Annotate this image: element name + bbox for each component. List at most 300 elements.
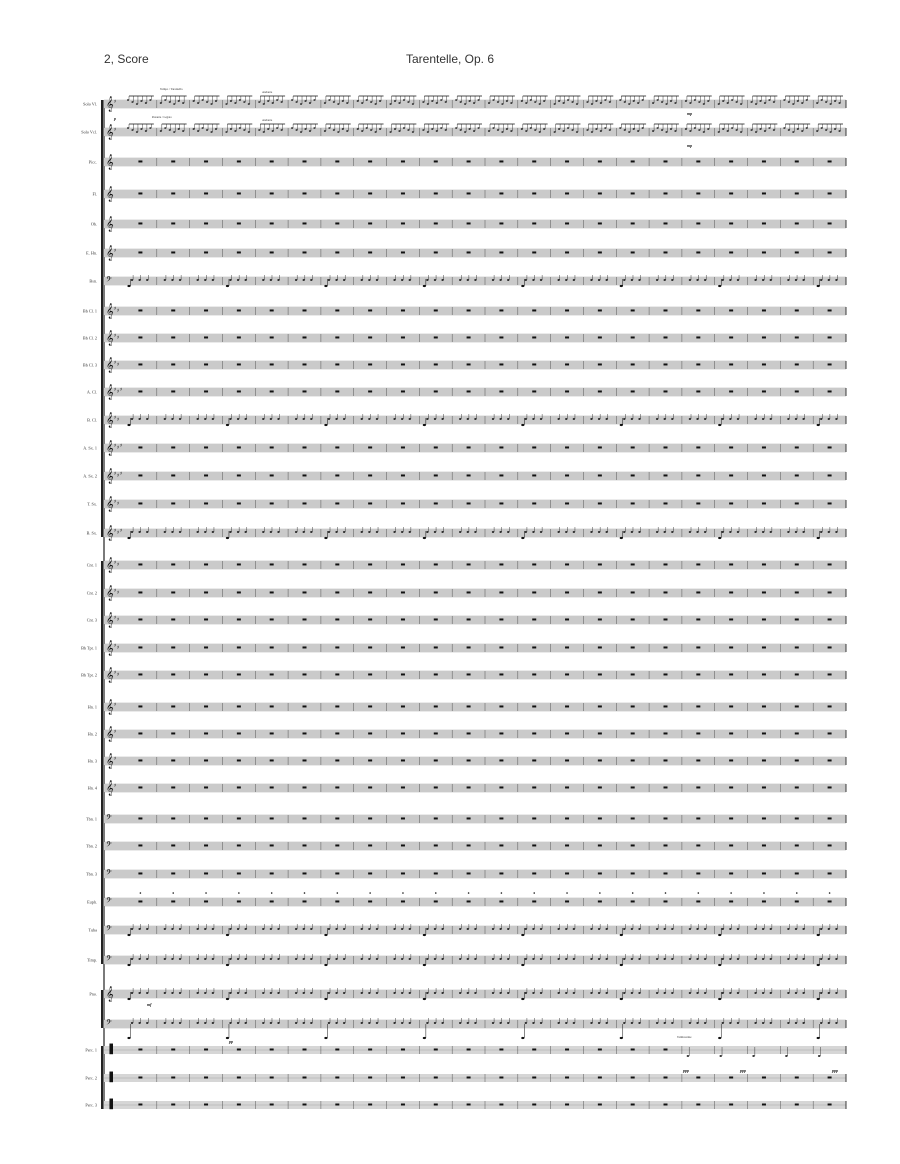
- whole-rest-icon: [729, 845, 733, 847]
- whole-rest-icon: [467, 674, 471, 676]
- note-head: [737, 418, 739, 420]
- whole-rest-icon: [401, 845, 405, 847]
- whole-rest-icon: [729, 706, 733, 708]
- note-head: [696, 1022, 698, 1024]
- whole-rest-icon: [171, 1049, 175, 1051]
- note-head: [567, 127, 569, 129]
- note-head: [237, 992, 239, 994]
- note-head: [689, 102, 691, 104]
- note-head: [138, 928, 140, 930]
- note-head: [718, 285, 721, 287]
- whole-rest-icon: [401, 1104, 405, 1106]
- whole-rest-icon: [762, 1104, 766, 1106]
- whole-rest-icon: [532, 252, 536, 254]
- note-head: [671, 992, 673, 994]
- note-head: [328, 279, 330, 281]
- note-head: [835, 531, 837, 533]
- whole-rest-icon: [499, 592, 503, 594]
- note-head: [507, 958, 509, 960]
- note-head: [131, 279, 133, 281]
- whole-rest-icon: [696, 503, 700, 505]
- note-head: [179, 992, 181, 994]
- whole-rest-icon: [303, 845, 307, 847]
- note-head: [146, 531, 148, 533]
- note-head: [196, 279, 198, 281]
- whole-rest-icon: [368, 193, 372, 195]
- note-head: [534, 101, 536, 103]
- note-head: [600, 102, 602, 104]
- dynamic-mark: mp: [687, 111, 693, 116]
- note-head: [149, 99, 151, 101]
- whole-rest-icon: [434, 503, 438, 505]
- note-head: [474, 279, 476, 281]
- note-head: [754, 958, 756, 960]
- note-head: [131, 531, 133, 533]
- whole-rest-icon: [664, 818, 668, 820]
- staff-bb-cl-3: [83, 358, 846, 373]
- sharp-icon: ♯: [114, 756, 117, 762]
- note-head: [762, 958, 764, 960]
- note-head: [802, 279, 804, 281]
- whole-rest-icon: [434, 447, 438, 449]
- note-head: [521, 100, 523, 102]
- note-head: [409, 531, 411, 533]
- bass-clef-icon: 𝄢: [106, 841, 112, 851]
- note-head: [507, 928, 509, 930]
- whole-rest-icon: [138, 706, 142, 708]
- whole-rest-icon: [335, 647, 339, 649]
- instrument-label: A. Sx. 2: [83, 473, 97, 479]
- whole-rest-icon: [237, 252, 241, 254]
- whole-rest-icon: [696, 845, 700, 847]
- staff-timp-: [87, 954, 846, 966]
- note-head: [467, 992, 469, 994]
- whole-rest-icon: [171, 564, 175, 566]
- whole-rest-icon: [138, 787, 142, 789]
- whole-rest-icon: [795, 787, 799, 789]
- whole-rest-icon: [598, 447, 602, 449]
- note-head: [499, 1022, 501, 1024]
- whole-rest-icon: [467, 706, 471, 708]
- note-head: [623, 418, 625, 420]
- note-head: [532, 958, 534, 960]
- whole-rest-icon: [631, 674, 635, 676]
- note-head: [426, 279, 428, 281]
- note-head: [237, 928, 239, 930]
- note-head: [499, 418, 501, 420]
- note-head: [426, 958, 428, 960]
- whole-rest-icon: [335, 337, 339, 339]
- note-head: [276, 127, 278, 129]
- instrument-label: Bb Cl. 2: [82, 335, 97, 341]
- whole-rest-icon: [237, 733, 241, 735]
- note-head: [729, 1022, 731, 1024]
- whole-rest-icon: [762, 845, 766, 847]
- whole-rest-icon: [237, 706, 241, 708]
- note-head: [164, 531, 166, 533]
- whole-rest-icon: [532, 161, 536, 163]
- staff-ob-: [91, 217, 846, 232]
- whole-rest-icon: [204, 706, 208, 708]
- note-head: [727, 102, 729, 104]
- note-head: [434, 531, 436, 533]
- whole-rest-icon: [664, 873, 668, 875]
- note-head: [557, 279, 559, 281]
- note-head: [426, 418, 428, 420]
- note-head: [540, 958, 542, 960]
- whole-rest-icon: [565, 1077, 569, 1079]
- note-head: [179, 1022, 181, 1024]
- whole-rest-icon: [303, 619, 307, 621]
- note-head: [623, 531, 625, 533]
- whole-rest-icon: [335, 447, 339, 449]
- note-head: [689, 928, 691, 930]
- whole-rest-icon: [696, 706, 700, 708]
- note-head: [164, 99, 166, 101]
- perc-clef-icon: ▐: [106, 1100, 113, 1110]
- note-head: [497, 129, 499, 131]
- note-head: [258, 101, 260, 103]
- whole-rest-icon: [237, 873, 241, 875]
- note-head: [376, 992, 378, 994]
- treble-clef-icon: 𝄞: [106, 304, 114, 319]
- whole-rest-icon: [368, 447, 372, 449]
- whole-rest-icon: [335, 310, 339, 312]
- note-head: [806, 99, 808, 101]
- note-head: [722, 279, 724, 281]
- note-head: [324, 130, 326, 132]
- note-head: [281, 129, 283, 131]
- note-head: [727, 130, 729, 132]
- note-head: [127, 998, 130, 1000]
- note-head: [586, 129, 588, 131]
- note-head: [492, 279, 494, 281]
- note-head: [366, 99, 368, 101]
- note-head: [434, 992, 436, 994]
- instrument-label: Cnt. 3: [86, 617, 97, 623]
- whole-rest-icon: [434, 161, 438, 163]
- sharp-icon: ♯: [114, 783, 117, 789]
- whole-rest-icon: [434, 1077, 438, 1079]
- note-head: [754, 418, 756, 420]
- note-head: [567, 99, 569, 101]
- note-head: [342, 100, 344, 102]
- treble-clef-icon: 𝄞: [106, 187, 114, 202]
- whole-rest-icon: [762, 475, 766, 477]
- note-head: [226, 998, 229, 1000]
- note-head: [295, 418, 297, 420]
- note-head: [704, 928, 706, 930]
- note-head: [127, 99, 129, 101]
- note-head: [820, 992, 822, 994]
- note-head: [212, 928, 214, 930]
- staccato-dot: [730, 892, 732, 894]
- note-head: [342, 128, 344, 130]
- note-head: [598, 531, 600, 533]
- whole-rest-icon: [565, 391, 569, 393]
- note-head: [750, 129, 752, 131]
- whole-rest-icon: [828, 1077, 832, 1079]
- note-head: [270, 928, 272, 930]
- note-head: [718, 103, 720, 105]
- whole-rest-icon: [499, 475, 503, 477]
- whole-rest-icon: [335, 223, 339, 225]
- whole-rest-icon: [762, 873, 766, 875]
- staccato-dot: [468, 892, 470, 894]
- whole-rest-icon: [335, 475, 339, 477]
- whole-rest-icon: [303, 475, 307, 477]
- note-head: [179, 928, 181, 930]
- whole-rest-icon: [467, 223, 471, 225]
- whole-rest-icon: [401, 564, 405, 566]
- note-head: [262, 279, 264, 281]
- note-head: [722, 531, 724, 533]
- note-head: [671, 531, 673, 533]
- note-head: [225, 103, 227, 105]
- note-head: [571, 129, 573, 131]
- note-head: [459, 531, 461, 533]
- note-head: [343, 992, 345, 994]
- note-head: [492, 418, 494, 420]
- note-head: [346, 130, 348, 132]
- note-head: [204, 928, 206, 930]
- note-head: [244, 1022, 246, 1024]
- whole-rest-icon: [532, 364, 536, 366]
- note-head: [310, 418, 312, 420]
- sharp-icon: ♯: [114, 360, 117, 366]
- note-head: [146, 279, 148, 281]
- note-head: [656, 418, 658, 420]
- note-head: [703, 103, 705, 105]
- note-head: [530, 127, 532, 129]
- note-head: [169, 129, 171, 131]
- note-head: [335, 418, 337, 420]
- tempo-mark: Tambourine: [677, 1035, 692, 1039]
- note-head: [521, 128, 523, 130]
- staccato-dot: [796, 892, 798, 894]
- whole-rest-icon: [762, 706, 766, 708]
- note-head: [492, 127, 494, 129]
- whole-rest-icon: [499, 503, 503, 505]
- whole-rest-icon: [828, 787, 832, 789]
- note-head: [696, 958, 698, 960]
- note-head: [262, 928, 264, 930]
- whole-rest-icon: [598, 252, 602, 254]
- whole-rest-icon: [138, 193, 142, 195]
- note-head: [467, 1022, 469, 1024]
- whole-rest-icon: [532, 592, 536, 594]
- note-head: [694, 99, 696, 101]
- whole-rest-icon: [696, 475, 700, 477]
- note-head: [328, 958, 330, 960]
- staff-hn-1: [88, 700, 846, 715]
- note-head: [674, 130, 676, 132]
- whole-rest-icon: [138, 619, 142, 621]
- whole-rest-icon: [335, 733, 339, 735]
- staff-bb-tpt-1: [81, 641, 846, 656]
- note-head: [762, 279, 764, 281]
- note-head: [434, 418, 436, 420]
- note-head: [801, 130, 803, 132]
- whole-rest-icon: [762, 252, 766, 254]
- note-head: [718, 998, 721, 1000]
- sharp-icon: ♯: [117, 362, 120, 368]
- whole-rest-icon: [303, 503, 307, 505]
- note-head: [389, 103, 391, 105]
- note-head: [590, 418, 592, 420]
- whole-rest-icon: [696, 619, 700, 621]
- note-head: [248, 103, 250, 105]
- whole-rest-icon: [828, 223, 832, 225]
- staff-a-sx-1: [83, 441, 846, 456]
- note-head: [212, 418, 214, 420]
- note-head: [562, 102, 564, 104]
- note-head: [196, 1022, 198, 1024]
- note-head: [370, 101, 372, 103]
- note-head: [521, 537, 524, 539]
- note-head: [525, 418, 527, 420]
- whole-rest-icon: [401, 619, 405, 621]
- whole-rest-icon: [237, 1104, 241, 1106]
- note-head: [193, 128, 195, 130]
- note-head: [328, 127, 330, 129]
- whole-rest-icon: [237, 787, 241, 789]
- note-head: [696, 279, 698, 281]
- note-head: [412, 131, 414, 133]
- note-head: [685, 128, 687, 130]
- note-head: [237, 1022, 239, 1024]
- note-head: [507, 418, 509, 420]
- sharp-icon: ♯: [117, 562, 120, 568]
- note-head: [229, 279, 231, 281]
- bass-clef-icon: 𝄢: [106, 925, 112, 935]
- whole-rest-icon: [401, 364, 405, 366]
- whole-rest-icon: [467, 161, 471, 163]
- bass-clef-icon: 𝄢: [106, 869, 112, 879]
- treble-clef-icon: 𝄞: [106, 641, 114, 656]
- note-head: [718, 537, 721, 539]
- whole-rest-icon: [368, 223, 372, 225]
- staff-cnt-3: [87, 613, 846, 628]
- note-head: [633, 100, 635, 102]
- staff-bb-cl-1: [83, 304, 846, 319]
- instrument-label: Timp.: [87, 957, 97, 963]
- note-head: [820, 958, 822, 960]
- whole-rest-icon: [729, 503, 733, 505]
- whole-rest-icon: [664, 475, 668, 477]
- whole-rest-icon: [204, 364, 208, 366]
- note-head: [573, 928, 575, 930]
- whole-rest-icon: [762, 647, 766, 649]
- note-head: [277, 928, 279, 930]
- note-head: [817, 285, 820, 287]
- whole-rest-icon: [828, 706, 832, 708]
- whole-rest-icon: [401, 1077, 405, 1079]
- note-head: [393, 992, 395, 994]
- note-head: [623, 928, 625, 930]
- whole-rest-icon: [532, 733, 536, 735]
- staff-fl-: [92, 187, 846, 202]
- note-head: [674, 102, 676, 104]
- note-head: [337, 103, 339, 105]
- whole-rest-icon: [270, 337, 274, 339]
- instrument-label: Hn. 3: [87, 758, 97, 764]
- whole-rest-icon: [171, 647, 175, 649]
- note-head: [598, 418, 600, 420]
- note-head: [829, 103, 831, 105]
- whole-rest-icon: [795, 503, 799, 505]
- note-head: [436, 130, 438, 132]
- whole-rest-icon: [828, 901, 832, 903]
- note-head: [361, 279, 363, 281]
- note-head: [178, 128, 180, 130]
- note-head: [164, 127, 166, 129]
- note-head: [525, 1022, 527, 1024]
- whole-rest-icon: [303, 706, 307, 708]
- whole-rest-icon: [762, 901, 766, 903]
- note-head: [689, 992, 691, 994]
- whole-rest-icon: [401, 873, 405, 875]
- note-head: [343, 1022, 345, 1024]
- note-head: [788, 129, 790, 131]
- bass-clef-icon: 𝄢: [106, 814, 112, 824]
- note-head: [663, 279, 665, 281]
- note-head: [389, 131, 391, 133]
- whole-rest-icon: [532, 337, 536, 339]
- note-head: [565, 279, 567, 281]
- whole-rest-icon: [303, 760, 307, 762]
- note-head: [473, 102, 475, 104]
- whole-rest-icon: [401, 787, 405, 789]
- sharp-icon: ♯: [114, 729, 117, 735]
- note-head: [376, 928, 378, 930]
- whole-rest-icon: [828, 760, 832, 762]
- note-head: [393, 279, 395, 281]
- whole-rest-icon: [598, 901, 602, 903]
- whole-rest-icon: [664, 733, 668, 735]
- note-head: [525, 531, 527, 533]
- note-head: [262, 531, 264, 533]
- note-head: [817, 537, 820, 539]
- whole-rest-icon: [795, 674, 799, 676]
- whole-rest-icon: [499, 364, 503, 366]
- whole-rest-icon: [204, 475, 208, 477]
- note-head: [324, 102, 326, 104]
- note-head: [361, 1022, 363, 1024]
- whole-rest-icon: [434, 818, 438, 820]
- note-head: [276, 99, 278, 101]
- sharp-icon: ♯: [114, 528, 117, 534]
- note-head: [506, 128, 508, 130]
- whole-rest-icon: [598, 193, 602, 195]
- note-head: [423, 1037, 426, 1039]
- note-head: [196, 958, 198, 960]
- sharp-icon: ♯: [114, 499, 117, 505]
- note-head: [464, 131, 466, 133]
- treble-clef-icon: 𝄞: [106, 987, 114, 1002]
- note-head: [445, 101, 447, 103]
- note-head: [423, 934, 426, 936]
- whole-rest-icon: [795, 391, 799, 393]
- whole-rest-icon: [270, 706, 274, 708]
- note-head: [412, 103, 414, 105]
- note-head: [295, 129, 297, 131]
- whole-rest-icon: [303, 161, 307, 163]
- whole-rest-icon: [631, 592, 635, 594]
- whole-rest-icon: [467, 619, 471, 621]
- note-head: [376, 418, 378, 420]
- note-head: [834, 128, 836, 130]
